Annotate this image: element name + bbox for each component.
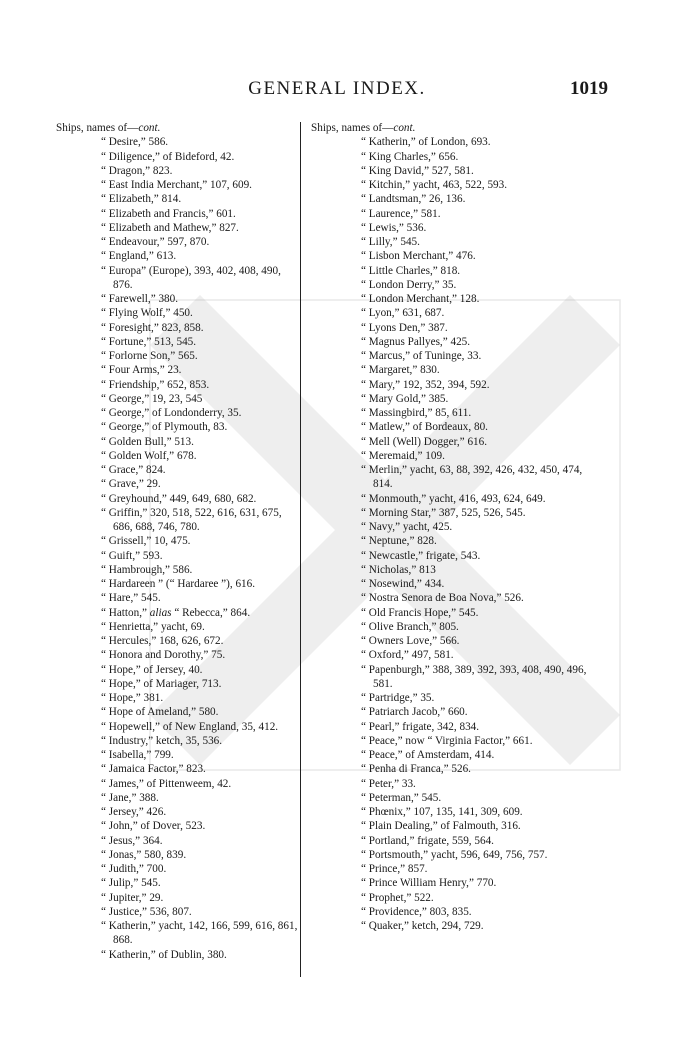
index-entry: “ Portland,” frigate, 559, 564. bbox=[361, 834, 494, 847]
index-entry: “ Mary,” 192, 352, 394, 592. bbox=[361, 378, 490, 391]
right-entries bbox=[311, 135, 611, 933]
index-entry: “ Desire,” 586. bbox=[101, 136, 169, 149]
index-entry: “ Marcus,” of Tuninge, 33. bbox=[361, 350, 482, 362]
index-entry: “ Golden Bull,” 513. bbox=[101, 435, 194, 448]
index-entry: “ Katherin,” of London, 693. bbox=[361, 136, 491, 149]
index-entry: “ Papenburgh,” 388, 389, 392, 393, 408, 490, 496, 581. bbox=[361, 663, 587, 690]
index-entry: “ Guift,” 593. bbox=[101, 549, 163, 562]
index-entry: “ Mell (Well) Dogger,” 616. bbox=[361, 435, 488, 448]
index-entry: “ Grace,” 824. bbox=[101, 464, 166, 476]
index-entry: “ Grissell,” 10, 475. bbox=[101, 535, 191, 548]
index-entry: “ Landtsman,” 26, 136. bbox=[361, 193, 466, 206]
index-entry: “ Fortune,” 513, 545. bbox=[101, 335, 197, 348]
index-entry: “ Jonas,” 580, 839. bbox=[101, 848, 187, 861]
index-entry: “ East India Merchant,” 107, 609. bbox=[101, 179, 252, 191]
index-entry: “ Jupiter,” 29. bbox=[101, 891, 164, 904]
index-entry: “ Honora and Dorothy,” 75. bbox=[101, 649, 226, 662]
index-entry: “ Old Francis Hope,” 545. bbox=[361, 606, 479, 619]
index-entry: “ George,” 19, 23, 545 bbox=[101, 392, 203, 405]
page-title: GENERAL INDEX. bbox=[248, 78, 426, 99]
index-entry: “ Lilly,” 545. bbox=[361, 236, 420, 248]
index-entry: “ Elizabeth and Mathew,” 827. bbox=[101, 221, 239, 234]
index-entry: “ Jane,” 388. bbox=[101, 791, 159, 804]
index-entry: “ Four Arms,” 23. bbox=[101, 364, 182, 377]
index-entry: “ Providence,” 803, 835. bbox=[361, 905, 472, 918]
index-entry: “ Portsmouth,” yacht, 596, 649, 756, 757. bbox=[361, 848, 548, 861]
index-entry: “ Farewell,” 380. bbox=[101, 293, 179, 305]
index-entry: “ Margaret,” 830. bbox=[361, 364, 440, 377]
index-entry: “ Massingbird,” 85, 611. bbox=[361, 407, 472, 419]
index-entry: “ Lyons Den,” 387. bbox=[361, 321, 448, 334]
index-entry: “ Patriarch Jacob,” 660. bbox=[361, 706, 468, 719]
index-entry: “ Nosewind,” 434. bbox=[361, 578, 445, 590]
index-entry: “ Owners Love,” 566. bbox=[361, 635, 460, 647]
index-entry: “ Morning Star,” 387, 525, 526, 545. bbox=[361, 506, 526, 519]
index-entry: “ Lewis,” 536. bbox=[361, 221, 427, 234]
index-entry: “ Pearl,” frigate, 342, 834. bbox=[361, 720, 480, 733]
index-entry: “ Neptune,” 828. bbox=[361, 535, 437, 548]
index-entry: “ Navy,” yacht, 425. bbox=[361, 521, 453, 533]
hatton-alias: alias bbox=[149, 606, 172, 619]
index-entry: “ Hopewell,” of New England, 35, 412. bbox=[101, 720, 279, 733]
index-entry: “ Golden Wolf,” 678. bbox=[101, 449, 197, 462]
index-entry: “ Greyhound,” 449, 649, 680, 682. bbox=[101, 492, 257, 505]
index-entry: “ England,” 613. bbox=[101, 250, 177, 263]
index-entry: “ Hare,” 545. bbox=[101, 592, 161, 605]
index-entry: “ Merlin,” yacht, 63, 88, 392, 426, 432, 450, 474, 814. bbox=[361, 464, 583, 491]
index-entry: “ Elizabeth,” 814. bbox=[101, 193, 182, 206]
index-entry: “ Lisbon Merchant,” 476. bbox=[361, 250, 476, 263]
index-entry: “ Mary Gold,” 385. bbox=[361, 392, 449, 405]
right-column-heading bbox=[311, 121, 611, 135]
index-entry: “ Kitchin,” yacht, 463, 522, 593. bbox=[361, 179, 508, 191]
index-entry: “ Nostra Senora de Boa Nova,” 526. bbox=[361, 592, 524, 605]
index-entry: “ Phœnix,” 107, 135, 141, 309, 609. bbox=[361, 806, 523, 818]
hatton-before: “ Hatton,” bbox=[101, 606, 150, 619]
index-entry: “ Jesus,” 364. bbox=[101, 834, 163, 847]
index-entry: “ Prince,” 857. bbox=[361, 863, 428, 875]
index-entry: “ Peter,” 33. bbox=[361, 777, 416, 790]
index-entry: “ Diligence,” of Bideford, 42. bbox=[101, 150, 235, 163]
left-heading-cont: cont. bbox=[138, 122, 161, 134]
right-heading-text: Ships, names of— bbox=[311, 122, 394, 134]
index-entry: “ Industry,” ketch, 35, 536. bbox=[101, 734, 223, 747]
index-entry: “ Julip,” 545. bbox=[101, 877, 161, 890]
left-entries bbox=[56, 135, 306, 962]
index-entry: “ Forlorne Son,” 565. bbox=[101, 350, 198, 362]
index-entry: “ Peace,” of Amsterdam, 414. bbox=[361, 749, 495, 761]
index-entry: “ Matlew,” of Bordeaux, 80. bbox=[361, 421, 488, 434]
index-entry: “ George,” of Plymouth, 83. bbox=[101, 421, 228, 434]
index-entry: “ Judith,” 700. bbox=[101, 863, 167, 875]
index-entry: “ King Charles,” 656. bbox=[361, 150, 459, 163]
left-heading-text: Ships, names of— bbox=[56, 122, 139, 134]
left-index-column bbox=[56, 121, 306, 962]
index-entry: “ Quaker,” ketch, 294, 729. bbox=[361, 920, 484, 932]
index-entry: “ Hope,” of Jersey, 40. bbox=[101, 663, 203, 676]
index-entry: “ Foresight,” 823, 858. bbox=[101, 321, 204, 334]
index-entry: “ Peace,” now “ Virginia Factor,” 661. bbox=[361, 734, 533, 747]
index-entry: “ Laurence,” 581. bbox=[361, 207, 441, 220]
index-entry: “ Hope,” 381. bbox=[101, 692, 164, 704]
index-entry: “ Penha di Franca,” 526. bbox=[361, 763, 471, 776]
index-entry: “ Isabella,” 799. bbox=[101, 749, 174, 761]
index-entry: “ Henrietta,” yacht, 69. bbox=[101, 620, 205, 633]
index-entry: “ Plain Dealing,” of Falmouth, 316. bbox=[361, 820, 521, 833]
index-entry: “ King David,” 527, 581. bbox=[361, 164, 474, 177]
index-entry: “ Magnus Pallyes,” 425. bbox=[361, 335, 471, 348]
index-entry: “ Lyon,” 631, 687. bbox=[361, 307, 445, 320]
index-entry: “ Endeavour,” 597, 870. bbox=[101, 236, 210, 248]
index-entry: “ London Derry,” 35. bbox=[361, 278, 457, 291]
index-entry: “ George,” of Londonderry, 35. bbox=[101, 407, 242, 419]
index-entry: “ Jamaica Factor,” 823. bbox=[101, 763, 206, 776]
index-entry: “ Meremaid,” 109. bbox=[361, 449, 445, 462]
index-entry-hatton bbox=[56, 606, 306, 620]
index-entry: “ Hercules,” 168, 626, 672. bbox=[101, 635, 224, 647]
index-entry: “ Partridge,” 35. bbox=[361, 692, 435, 704]
index-entry: “ Justice,” 536, 807. bbox=[101, 905, 192, 918]
index-entry: “ Little Charles,” 818. bbox=[361, 264, 461, 277]
index-entry: “ Elizabeth and Francis,” 601. bbox=[101, 207, 236, 220]
page-number: 1019 bbox=[570, 78, 608, 99]
index-entry: “ Peterman,” 545. bbox=[361, 791, 442, 804]
index-entry: “ Oxford,” 497, 581. bbox=[361, 649, 454, 662]
index-entry: “ Griffin,” 320, 518, 522, 616, 631, 675, 686, 688, 746, 780. bbox=[101, 506, 282, 533]
right-heading-cont: cont. bbox=[393, 122, 416, 134]
index-entry: “ Katherin,” yacht, 142, 166, 599, 616, 861, 868. bbox=[101, 920, 298, 947]
index-entry: “ Grave,” 29. bbox=[101, 478, 161, 491]
index-entry: “ James,” of Pittenweem, 42. bbox=[101, 777, 232, 790]
index-entry: “ Prince William Henry,” 770. bbox=[361, 877, 497, 890]
index-entry: “ Dragon,” 823. bbox=[101, 164, 173, 177]
index-entry: “ Prophet,” 522. bbox=[361, 891, 434, 904]
index-entry: “ Hardareen ” (“ Hardaree ”), 616. bbox=[101, 578, 256, 590]
index-entry: “ Newcastle,” frigate, 543. bbox=[361, 549, 481, 562]
index-entry: “ John,” of Dover, 523. bbox=[101, 820, 206, 833]
index-entry: “ Monmouth,” yacht, 416, 493, 624, 649. bbox=[361, 492, 546, 505]
index-entry: “ Hambrough,” 586. bbox=[101, 563, 193, 576]
index-entry: “ London Merchant,” 128. bbox=[361, 293, 480, 305]
index-entry: “ Hope of Ameland,” 580. bbox=[101, 706, 219, 719]
index-entry: “ Olive Branch,” 805. bbox=[361, 620, 459, 633]
index-entry: “ Katherin,” of Dublin, 380. bbox=[101, 948, 227, 961]
index-entry: “ Nicholas,” 813 bbox=[361, 563, 436, 576]
index-entry: “ Friendship,” 652, 853. bbox=[101, 378, 210, 391]
index-entry: “ Jersey,” 426. bbox=[101, 806, 167, 818]
index-entry: “ Europa” (Europe), 393, 402, 408, 490, 876. bbox=[101, 264, 281, 291]
index-entry: “ Hope,” of Mariager, 713. bbox=[101, 677, 222, 690]
right-index-column bbox=[311, 121, 611, 933]
left-column-heading bbox=[56, 121, 306, 135]
hatton-after: “ Rebecca,” 864. bbox=[171, 606, 251, 619]
index-entry: “ Flying Wolf,” 450. bbox=[101, 307, 193, 320]
